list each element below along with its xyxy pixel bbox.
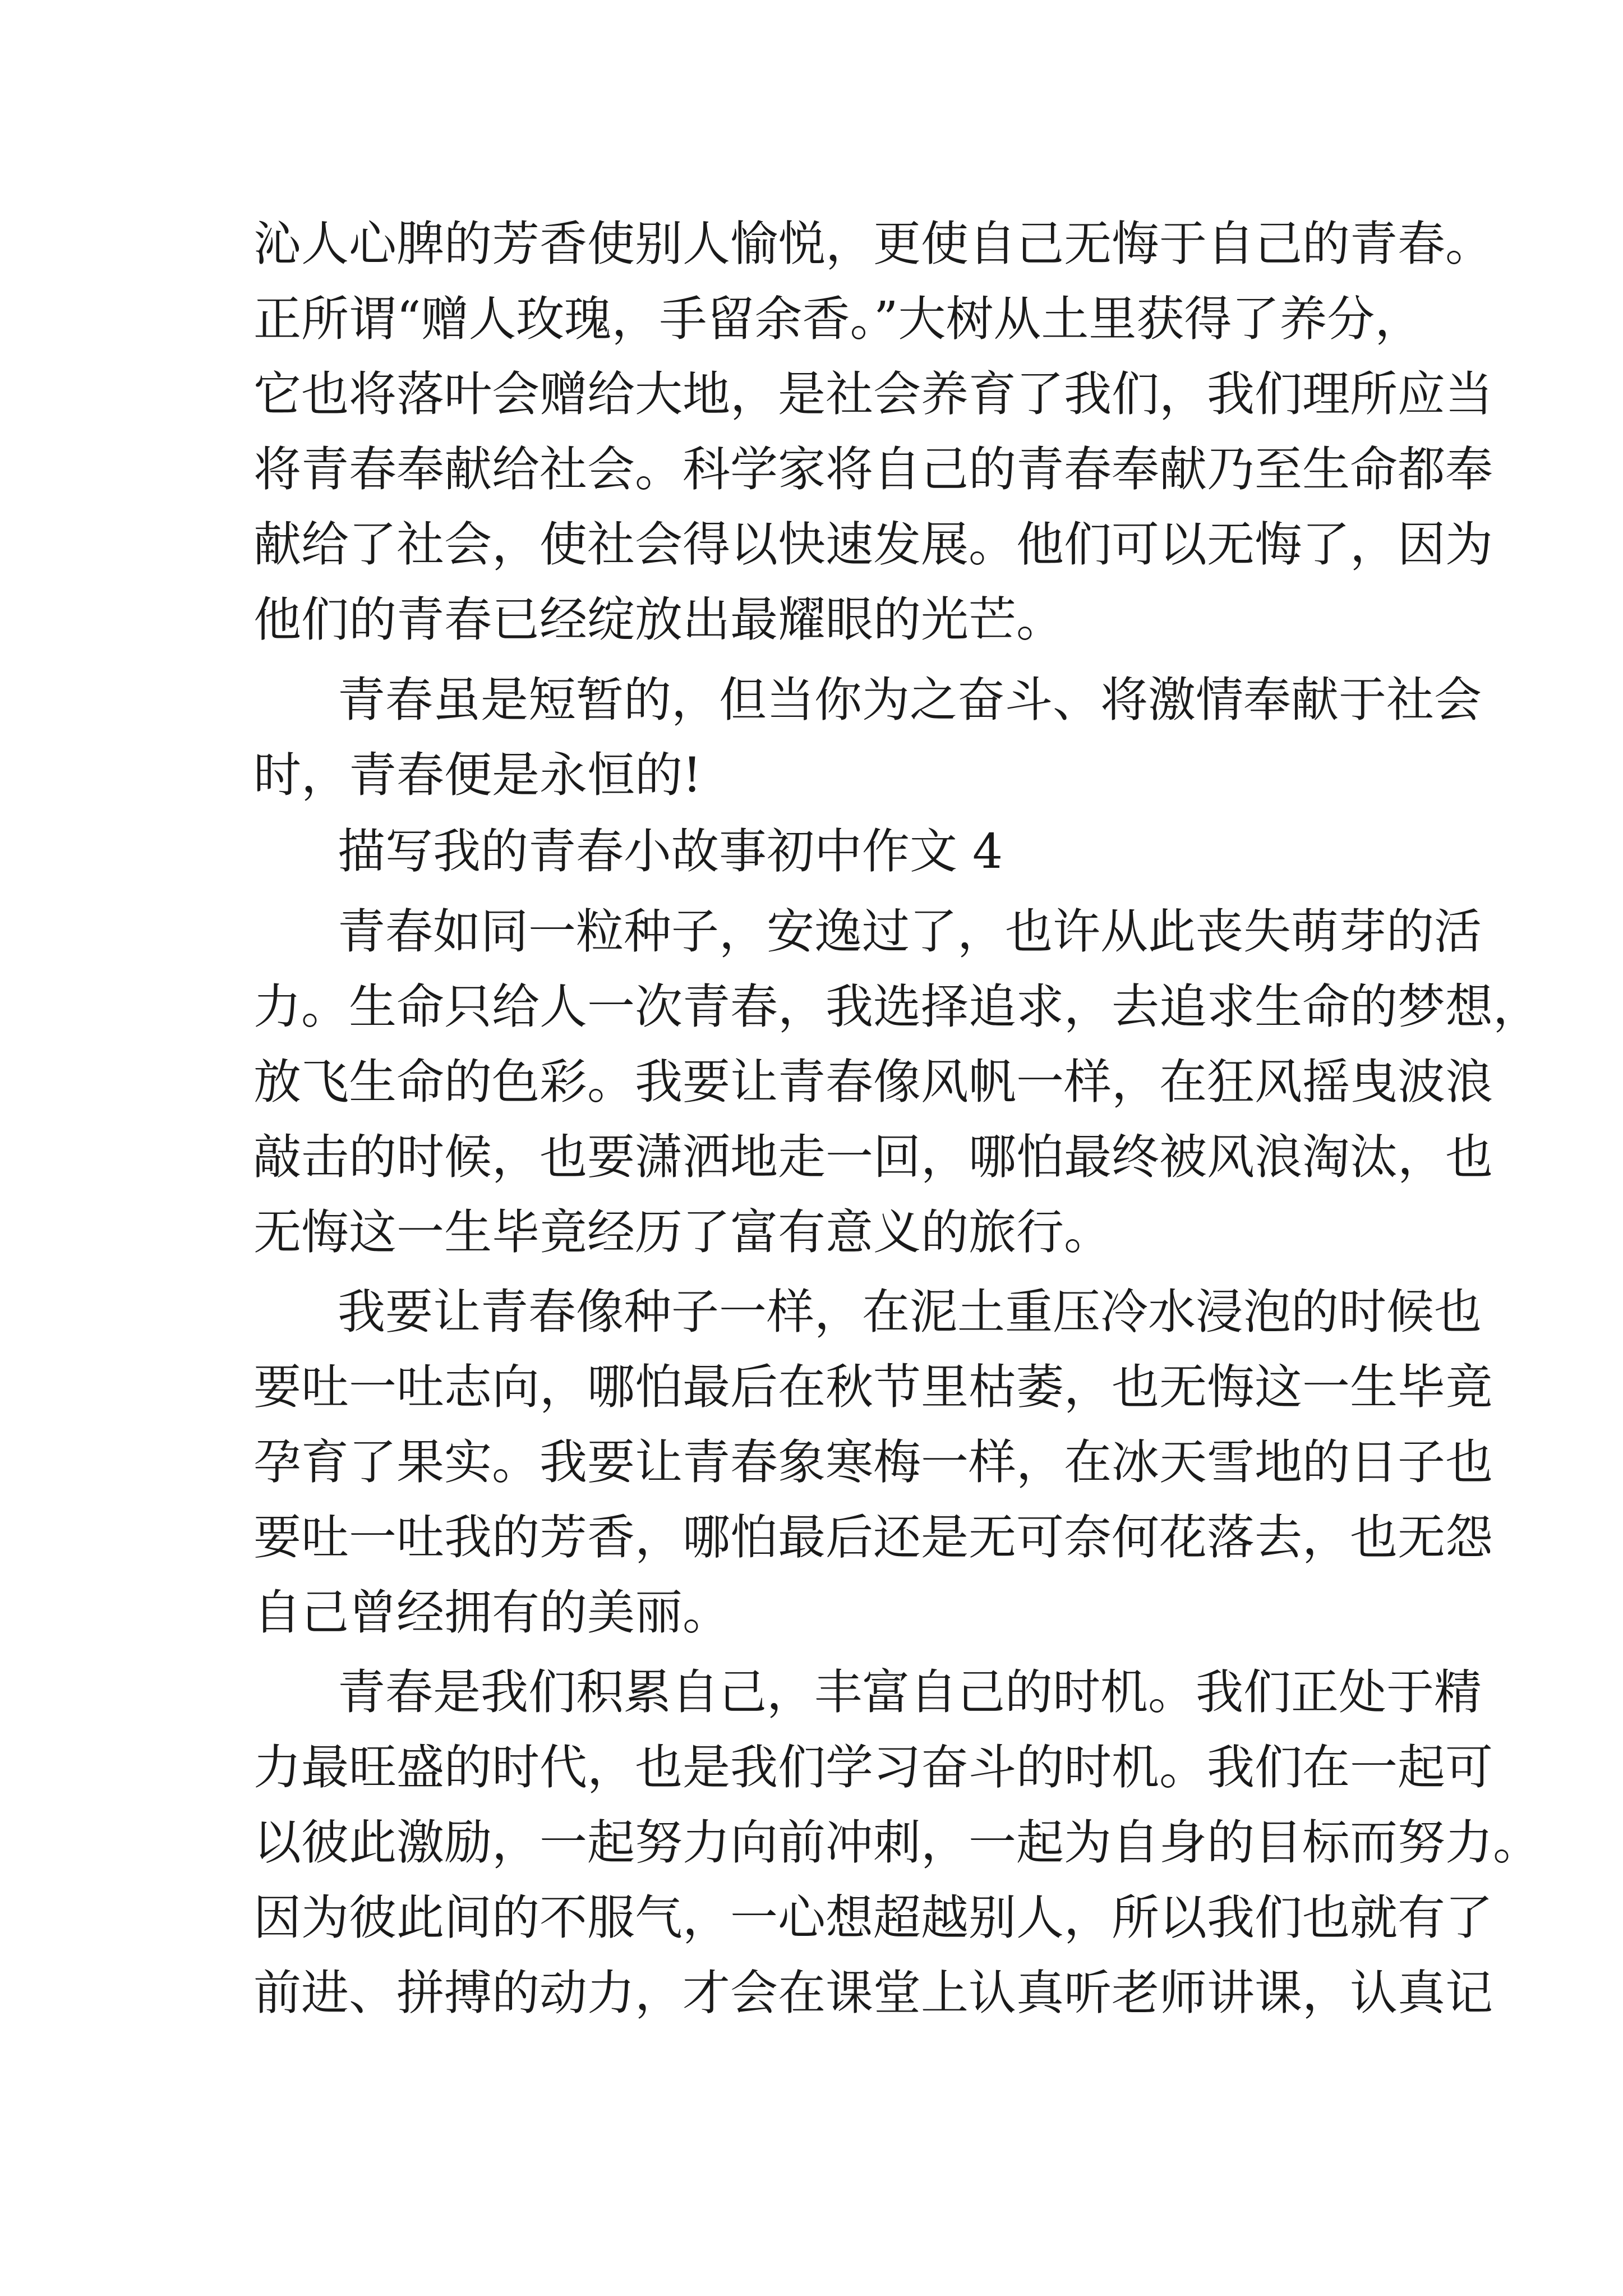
text-line: 自己曾经拥有的美丽。	[253, 1585, 731, 1641]
text-line: 前进、拼搏的动力，才会在课堂上认真听老师讲课，认真记	[253, 1966, 1493, 2021]
text-line: 献给了社会，使社会得以快速发展。他们可以无悔了，因为	[253, 517, 1493, 573]
text-line: 因为彼此间的不服气，一心想超越别人，所以我们也就有了	[253, 1890, 1493, 1946]
text-line: 敲击的时候，也要潇洒地走一回，哪怕最终被风浪淘汰，也	[253, 1130, 1493, 1185]
text-line: 它也将落叶会赠给大地，是社会养育了我们，我们理所应当	[253, 367, 1493, 422]
text-line: 沁人心脾的芳香使别人愉悦，更使自己无悔于自己的青春。	[253, 217, 1493, 272]
text-line: 时，青春便是永恒的!	[253, 748, 702, 803]
text-line: 力最旺盛的时代，也是我们学习奋斗的时机。我们在一起可	[253, 1740, 1493, 1796]
text-line: 孕育了果实。我要让青春象寒梅一样，在冰天雪地的日子也	[253, 1435, 1493, 1490]
text-line: 力。生命只给人一次青春，我选择追求，去追求生命的梦想，	[253, 979, 1541, 1035]
text-line: 我要让青春像种子一样，在泥土重压冷水浸泡的时候也	[338, 1285, 1482, 1340]
text-line: 将青春奉献给社会。科学家将自己的青春奉献乃至生命都奉	[253, 442, 1493, 498]
text-line: 要吐一吐志向，哪怕最后在秋节里枯萎，也无悔这一生毕竟	[253, 1360, 1493, 1415]
text-line: 要吐一吐我的芳香，哪怕最后还是无可奈何花落去，也无怨	[253, 1510, 1493, 1566]
section-heading: 描写我的青春小故事初中作文 4	[338, 824, 1003, 880]
text-line: 正所谓“赠人玫瑰，手留余香。”大树从土里获得了养分，	[253, 292, 1423, 347]
text-line: 无悔这一生毕竟经历了富有意义的旅行。	[253, 1205, 1112, 1260]
text-line: 青春虽是短暂的，但当你为之奋斗、将激情奉献于社会	[338, 673, 1482, 728]
text-line: 放飞生命的色彩。我要让青春像风帆一样，在狂风摇曳波浪	[253, 1055, 1493, 1110]
text-line: 青春是我们积累自己，丰富自己的时机。我们正处于精	[338, 1665, 1482, 1720]
text-line: 以彼此激励，一起努力向前冲刺，一起为自身的目标而努力。	[253, 1815, 1541, 1871]
text-line: 青春如同一粒种子，安逸过了，也许从此丧失萌芽的活	[338, 904, 1482, 960]
text-line: 他们的青春已经绽放出最耀眼的光芒。	[253, 592, 1064, 648]
